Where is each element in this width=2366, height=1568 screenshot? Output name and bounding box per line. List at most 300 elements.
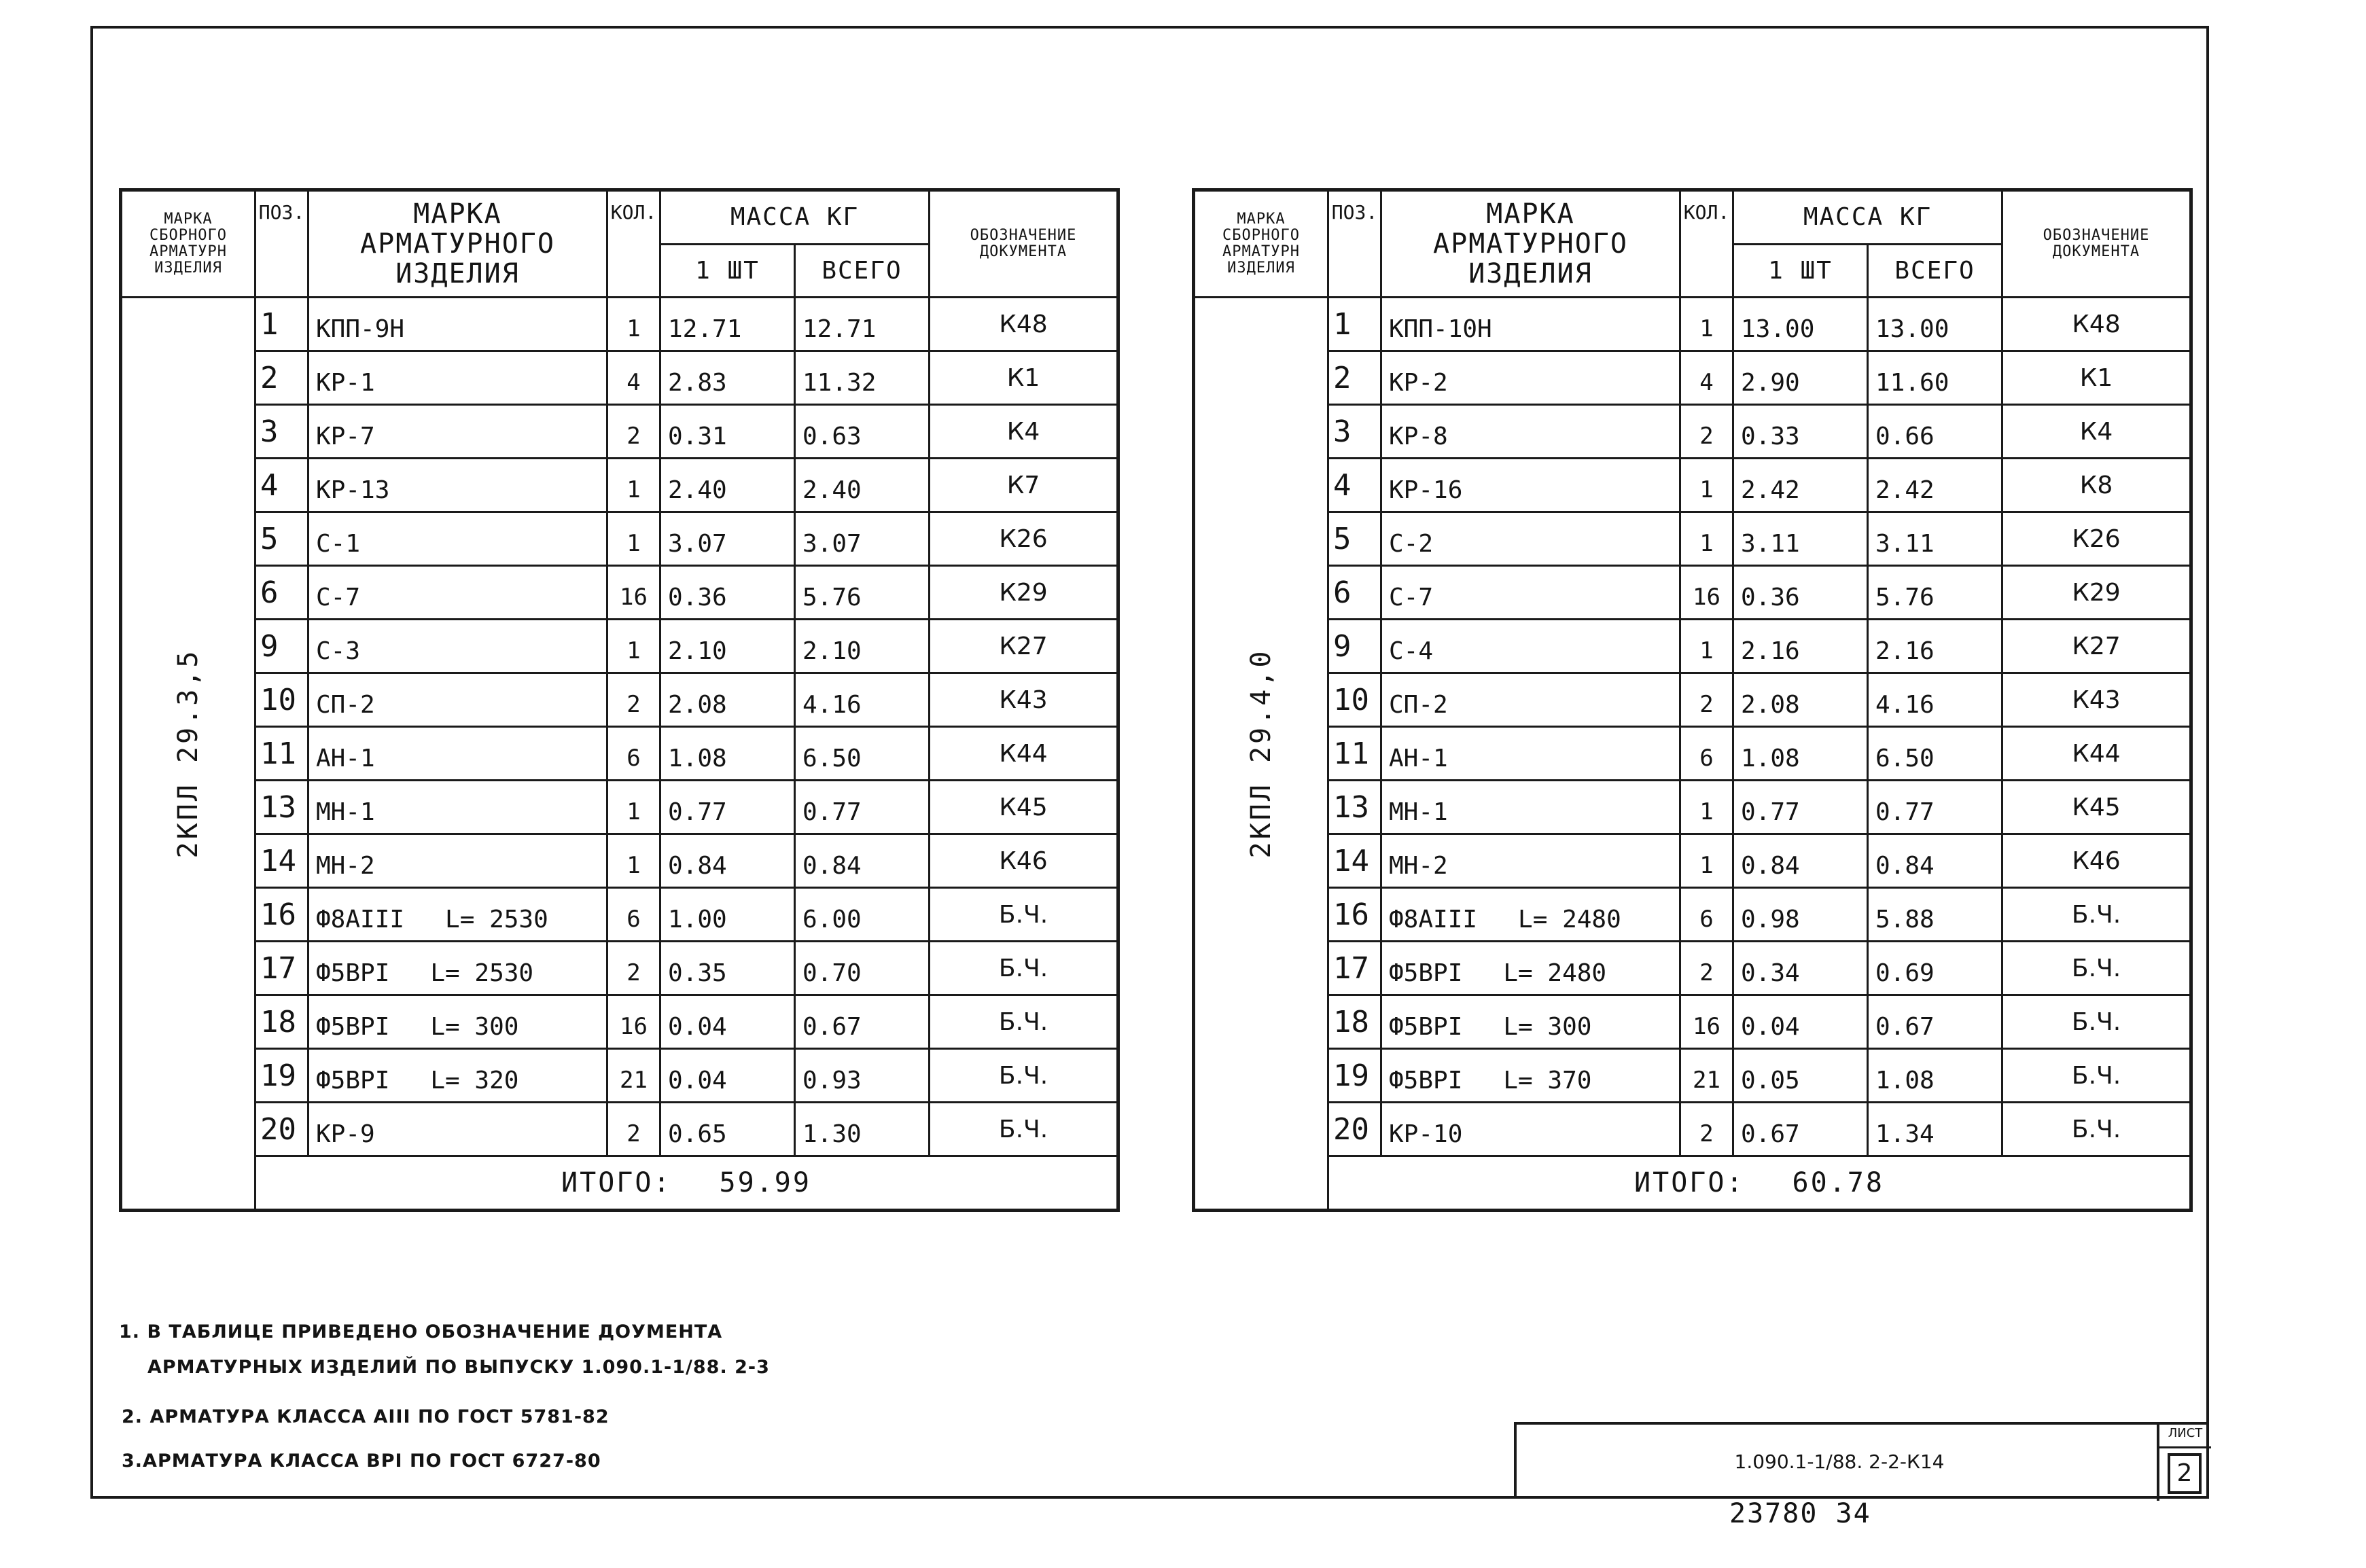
qty-cell: 1 bbox=[1680, 781, 1733, 834]
archive-number: 23780 34 bbox=[1729, 1498, 1871, 1529]
rebar-name: МН-2 bbox=[316, 851, 375, 880]
pos-cell: 20 bbox=[1328, 1103, 1381, 1156]
mass-one-cell: 0.04 bbox=[660, 995, 795, 1049]
rebar-name: Ф5ВРI bbox=[316, 1012, 390, 1041]
qty-cell: 1 bbox=[607, 298, 660, 351]
document-code: 1.090.1-1/88. 2-2-К14 bbox=[1734, 1450, 1945, 1473]
doc-cell: К43 bbox=[2002, 673, 2191, 727]
pos-cell: 4 bbox=[1328, 459, 1381, 512]
rebar-name: КР-7 bbox=[316, 422, 375, 450]
table-row bbox=[121, 995, 1118, 1049]
name-cell bbox=[1381, 459, 1680, 512]
total-label: ИТОГО: bbox=[561, 1167, 672, 1198]
mass-one-cell: 0.36 bbox=[1733, 566, 1868, 620]
mass-total-cell: 0.77 bbox=[1868, 781, 2002, 834]
table-row bbox=[121, 459, 1118, 512]
qty-cell: 6 bbox=[1680, 888, 1733, 942]
assembly-mark-cell bbox=[1194, 298, 1328, 1211]
pos-cell: 19 bbox=[1328, 1049, 1381, 1103]
note-1-continued: АРМАТУРНЫХ ИЗДЕЛИЙ ПО ВЫПУСКУ 1.090.1-1/88. 2-3 bbox=[147, 1357, 770, 1378]
mass-one-cell: 2.08 bbox=[660, 673, 795, 727]
doc-cell: К8 bbox=[2002, 459, 2191, 512]
name-cell bbox=[1381, 781, 1680, 834]
table-row bbox=[1194, 781, 2191, 834]
doc-cell: Б.Ч. bbox=[2002, 1049, 2191, 1103]
pos-cell: 3 bbox=[255, 405, 308, 459]
qty-cell: 6 bbox=[1680, 727, 1733, 781]
spec-table-left bbox=[119, 188, 1120, 1212]
rebar-name: С-7 bbox=[1389, 583, 1434, 611]
mass-one-cell: 0.77 bbox=[1733, 781, 1868, 834]
mass-one-cell: 0.33 bbox=[1733, 405, 1868, 459]
qty-cell: 21 bbox=[1680, 1049, 1733, 1103]
mass-total-cell: 6.50 bbox=[795, 727, 930, 781]
rebar-length: L= 2530 bbox=[430, 959, 534, 987]
doc-cell: К29 bbox=[930, 566, 1118, 620]
header-mass-one: 1 ШТ bbox=[1733, 245, 1868, 298]
mass-total-cell: 1.30 bbox=[795, 1103, 930, 1156]
pos-cell: 17 bbox=[1328, 942, 1381, 995]
doc-cell: Б.Ч. bbox=[930, 1049, 1118, 1103]
qty-cell: 2 bbox=[607, 405, 660, 459]
mass-one-cell: 0.77 bbox=[660, 781, 795, 834]
mass-one-cell: 0.84 bbox=[1733, 834, 1868, 888]
note-1: 1. В ТАБЛИЦЕ ПРИВЕДЕНО ОБОЗНАЧЕНИЕ ДОУМЕНТА bbox=[119, 1321, 723, 1342]
mass-one-cell: 0.84 bbox=[660, 834, 795, 888]
pos-cell: 16 bbox=[1328, 888, 1381, 942]
mass-total-cell: 1.08 bbox=[1868, 1049, 2002, 1103]
table-row bbox=[121, 512, 1118, 566]
mass-total-cell: 11.32 bbox=[795, 351, 930, 405]
mass-total-cell: 0.93 bbox=[795, 1049, 930, 1103]
total-row bbox=[121, 1156, 1118, 1211]
header-rebar-mark: МАРКА АРМАТУРНОГО ИЗДЕЛИЯ bbox=[1381, 190, 1680, 298]
mass-total-cell: 0.63 bbox=[795, 405, 930, 459]
pos-cell: 6 bbox=[1328, 566, 1381, 620]
table-row bbox=[1194, 566, 2191, 620]
doc-cell: К44 bbox=[2002, 727, 2191, 781]
rebar-name: С-4 bbox=[1389, 637, 1434, 665]
table-row bbox=[1194, 1049, 2191, 1103]
name-cell bbox=[308, 727, 607, 781]
mass-total-cell: 0.69 bbox=[1868, 942, 2002, 995]
qty-cell: 2 bbox=[607, 673, 660, 727]
rebar-name: КПП-10Н bbox=[1389, 315, 1492, 343]
mass-total-cell: 1.34 bbox=[1868, 1103, 2002, 1156]
mass-one-cell: 3.07 bbox=[660, 512, 795, 566]
name-cell bbox=[308, 512, 607, 566]
doc-cell: К48 bbox=[2002, 298, 2191, 351]
doc-cell: К46 bbox=[2002, 834, 2191, 888]
qty-cell: 1 bbox=[1680, 512, 1733, 566]
header-assembly-mark: МАРКА СБОРНОГО АРМАТУРН ИЗДЕЛИЯ bbox=[121, 190, 255, 298]
qty-cell: 1 bbox=[1680, 298, 1733, 351]
doc-cell: К45 bbox=[930, 781, 1118, 834]
name-cell bbox=[1381, 620, 1680, 673]
qty-cell: 2 bbox=[1680, 405, 1733, 459]
mass-total-cell: 2.10 bbox=[795, 620, 930, 673]
total-row bbox=[1194, 1156, 2191, 1211]
doc-cell: К48 bbox=[930, 298, 1118, 351]
mass-total-cell: 4.16 bbox=[1868, 673, 2002, 727]
name-cell bbox=[1381, 888, 1680, 942]
pos-cell: 9 bbox=[1328, 620, 1381, 673]
total-value: 60.78 bbox=[1792, 1167, 1884, 1198]
header-assembly-mark: МАРКА СБОРНОГО АРМАТУРН ИЗДЕЛИЯ bbox=[1194, 190, 1328, 298]
rebar-name: КПП-9Н bbox=[316, 315, 405, 343]
rebar-name: АН-1 bbox=[316, 744, 375, 772]
name-cell bbox=[1381, 834, 1680, 888]
doc-cell: К26 bbox=[2002, 512, 2191, 566]
header-pos: ПОЗ. bbox=[255, 190, 308, 298]
pos-cell: 14 bbox=[1328, 834, 1381, 888]
table-row bbox=[1194, 298, 2191, 351]
mass-one-cell: 2.90 bbox=[1733, 351, 1868, 405]
name-cell bbox=[1381, 995, 1680, 1049]
mass-total-cell: 0.67 bbox=[1868, 995, 2002, 1049]
mass-one-cell: 0.67 bbox=[1733, 1103, 1868, 1156]
header-doc: ОБОЗНАЧЕНИЕ ДОКУМЕНТА bbox=[930, 190, 1118, 298]
rebar-name: МН-1 bbox=[316, 798, 375, 826]
table-row bbox=[121, 834, 1118, 888]
table-row bbox=[121, 351, 1118, 405]
mass-one-cell: 13.00 bbox=[1733, 298, 1868, 351]
table-row bbox=[121, 673, 1118, 727]
table-row bbox=[1194, 1103, 2191, 1156]
mass-total-cell: 12.71 bbox=[795, 298, 930, 351]
mass-total-cell: 4.16 bbox=[795, 673, 930, 727]
doc-cell: К44 bbox=[930, 727, 1118, 781]
mass-total-cell: 13.00 bbox=[1868, 298, 2002, 351]
pos-cell: 3 bbox=[1328, 405, 1381, 459]
mass-one-cell: 0.98 bbox=[1733, 888, 1868, 942]
doc-cell: Б.Ч. bbox=[930, 888, 1118, 942]
table-row bbox=[1194, 727, 2191, 781]
sheet-number: 2 bbox=[2168, 1453, 2202, 1494]
doc-cell: Б.Ч. bbox=[2002, 888, 2191, 942]
qty-cell: 16 bbox=[607, 995, 660, 1049]
mass-total-cell: 5.88 bbox=[1868, 888, 2002, 942]
assembly-mark-cell bbox=[121, 298, 255, 1211]
pos-cell: 1 bbox=[255, 298, 308, 351]
doc-cell: Б.Ч. bbox=[930, 1103, 1118, 1156]
mass-total-cell: 3.11 bbox=[1868, 512, 2002, 566]
pos-cell: 2 bbox=[1328, 351, 1381, 405]
name-cell bbox=[1381, 298, 1680, 351]
rebar-name: МН-2 bbox=[1389, 851, 1448, 880]
mass-total-cell: 5.76 bbox=[1868, 566, 2002, 620]
rebar-length: L= 320 bbox=[430, 1066, 519, 1094]
table-row bbox=[121, 405, 1118, 459]
mass-one-cell: 0.35 bbox=[660, 942, 795, 995]
name-cell bbox=[1381, 673, 1680, 727]
name-cell bbox=[308, 942, 607, 995]
name-cell bbox=[1381, 727, 1680, 781]
name-cell bbox=[1381, 1103, 1680, 1156]
mass-total-cell: 5.76 bbox=[795, 566, 930, 620]
table-row bbox=[1194, 620, 2191, 673]
sheet-label: ЛИСТ bbox=[2159, 1426, 2211, 1448]
total-cell bbox=[255, 1156, 1118, 1211]
name-cell bbox=[308, 781, 607, 834]
rebar-length: L= 370 bbox=[1503, 1066, 1592, 1094]
name-cell bbox=[308, 995, 607, 1049]
table-row bbox=[121, 942, 1118, 995]
pos-cell: 13 bbox=[255, 781, 308, 834]
header-qty: КОЛ. bbox=[607, 190, 660, 298]
pos-cell: 2 bbox=[255, 351, 308, 405]
pos-cell: 18 bbox=[255, 995, 308, 1049]
mass-one-cell: 0.34 bbox=[1733, 942, 1868, 995]
header-mass: МАССА КГ bbox=[660, 190, 930, 245]
mass-total-cell: 0.84 bbox=[1868, 834, 2002, 888]
rebar-length: L= 2480 bbox=[1503, 959, 1607, 987]
table-row bbox=[121, 1103, 1118, 1156]
doc-cell: К1 bbox=[2002, 351, 2191, 405]
rebar-length: L= 300 bbox=[430, 1012, 519, 1041]
name-cell bbox=[1381, 351, 1680, 405]
spec-table-right bbox=[1192, 188, 2193, 1212]
doc-cell: Б.Ч. bbox=[930, 942, 1118, 995]
total-value: 59.99 bbox=[719, 1167, 811, 1198]
rebar-name: С-7 bbox=[316, 583, 361, 611]
pos-cell: 17 bbox=[255, 942, 308, 995]
sheet-box bbox=[2157, 1425, 2211, 1501]
pos-cell: 14 bbox=[255, 834, 308, 888]
mass-one-cell: 0.04 bbox=[660, 1049, 795, 1103]
mass-total-cell: 2.16 bbox=[1868, 620, 2002, 673]
doc-cell: К1 bbox=[930, 351, 1118, 405]
rebar-name: С-3 bbox=[316, 637, 361, 665]
mass-one-cell: 2.42 bbox=[1733, 459, 1868, 512]
pos-cell: 18 bbox=[1328, 995, 1381, 1049]
table-row bbox=[1194, 512, 2191, 566]
qty-cell: 1 bbox=[607, 620, 660, 673]
mass-total-cell: 0.70 bbox=[795, 942, 930, 995]
name-cell bbox=[308, 1103, 607, 1156]
qty-cell: 16 bbox=[607, 566, 660, 620]
table-row bbox=[1194, 405, 2191, 459]
pos-cell: 11 bbox=[1328, 727, 1381, 781]
table-row bbox=[121, 298, 1118, 351]
name-cell bbox=[308, 1049, 607, 1103]
mass-total-cell: 11.60 bbox=[1868, 351, 2002, 405]
name-cell bbox=[308, 351, 607, 405]
qty-cell: 1 bbox=[607, 781, 660, 834]
qty-cell: 2 bbox=[1680, 942, 1733, 995]
rebar-length: L= 2480 bbox=[1518, 905, 1621, 933]
doc-cell: К46 bbox=[930, 834, 1118, 888]
doc-cell: К4 bbox=[930, 405, 1118, 459]
mass-one-cell: 2.83 bbox=[660, 351, 795, 405]
assembly-mark: 2КПЛ 29.3,5 bbox=[173, 648, 204, 859]
mass-total-cell: 3.07 bbox=[795, 512, 930, 566]
pos-cell: 13 bbox=[1328, 781, 1381, 834]
pos-cell: 10 bbox=[255, 673, 308, 727]
pos-cell: 20 bbox=[255, 1103, 308, 1156]
doc-cell: К29 bbox=[2002, 566, 2191, 620]
table-row bbox=[1194, 942, 2191, 995]
doc-cell: К43 bbox=[930, 673, 1118, 727]
rebar-name: КР-8 bbox=[1389, 422, 1448, 450]
mass-one-cell: 0.04 bbox=[1733, 995, 1868, 1049]
qty-cell: 16 bbox=[1680, 995, 1733, 1049]
qty-cell: 6 bbox=[607, 888, 660, 942]
assembly-mark: 2КПЛ 29.4,0 bbox=[1246, 648, 1277, 859]
mass-one-cell: 12.71 bbox=[660, 298, 795, 351]
mass-one-cell: 3.11 bbox=[1733, 512, 1868, 566]
rebar-name: С-1 bbox=[316, 529, 361, 558]
table-row bbox=[1194, 673, 2191, 727]
header-mass-total: ВСЕГО bbox=[1868, 245, 2002, 298]
name-cell bbox=[308, 888, 607, 942]
name-cell bbox=[308, 566, 607, 620]
pos-cell: 4 bbox=[255, 459, 308, 512]
rebar-length: L= 300 bbox=[1503, 1012, 1592, 1041]
rebar-name: Ф8АIII bbox=[1389, 905, 1478, 933]
rebar-name: МН-1 bbox=[1389, 798, 1448, 826]
header-pos: ПОЗ. bbox=[1328, 190, 1381, 298]
mass-total-cell: 0.67 bbox=[795, 995, 930, 1049]
mass-one-cell: 2.10 bbox=[660, 620, 795, 673]
pos-cell: 10 bbox=[1328, 673, 1381, 727]
qty-cell: 4 bbox=[607, 351, 660, 405]
qty-cell: 2 bbox=[607, 942, 660, 995]
mass-one-cell: 1.00 bbox=[660, 888, 795, 942]
pos-cell: 19 bbox=[255, 1049, 308, 1103]
mass-one-cell: 1.08 bbox=[660, 727, 795, 781]
doc-cell: К26 bbox=[930, 512, 1118, 566]
doc-cell: Б.Ч. bbox=[2002, 995, 2191, 1049]
pos-cell: 11 bbox=[255, 727, 308, 781]
table-row bbox=[1194, 995, 2191, 1049]
total-cell bbox=[1328, 1156, 2191, 1211]
qty-cell: 1 bbox=[607, 834, 660, 888]
name-cell bbox=[1381, 1049, 1680, 1103]
rebar-name: Ф5ВРI bbox=[316, 1066, 390, 1094]
doc-cell: Б.Ч. bbox=[2002, 1103, 2191, 1156]
title-block bbox=[1514, 1422, 2208, 1498]
name-cell bbox=[308, 834, 607, 888]
name-cell bbox=[308, 620, 607, 673]
mass-one-cell: 2.40 bbox=[660, 459, 795, 512]
name-cell bbox=[308, 459, 607, 512]
rebar-name: КР-9 bbox=[316, 1120, 375, 1148]
doc-cell: Б.Ч. bbox=[930, 995, 1118, 1049]
mass-total-cell: 0.66 bbox=[1868, 405, 2002, 459]
table-row bbox=[121, 888, 1118, 942]
qty-cell: 1 bbox=[607, 459, 660, 512]
qty-cell: 16 bbox=[1680, 566, 1733, 620]
mass-one-cell: 2.08 bbox=[1733, 673, 1868, 727]
header-qty: КОЛ. bbox=[1680, 190, 1733, 298]
qty-cell: 1 bbox=[1680, 834, 1733, 888]
rebar-name: Ф5ВРI bbox=[1389, 1066, 1463, 1094]
header-mass-total: ВСЕГО bbox=[795, 245, 930, 298]
rebar-name: СП-2 bbox=[1389, 690, 1448, 719]
rebar-name: СП-2 bbox=[316, 690, 375, 719]
name-cell bbox=[1381, 512, 1680, 566]
header-doc: ОБОЗНАЧЕНИЕ ДОКУМЕНТА bbox=[2002, 190, 2191, 298]
table-row bbox=[1194, 351, 2191, 405]
table-row bbox=[121, 566, 1118, 620]
mass-total-cell: 0.77 bbox=[795, 781, 930, 834]
table-row bbox=[121, 727, 1118, 781]
mass-one-cell: 0.05 bbox=[1733, 1049, 1868, 1103]
qty-cell: 1 bbox=[1680, 459, 1733, 512]
name-cell bbox=[1381, 405, 1680, 459]
pos-cell: 1 bbox=[1328, 298, 1381, 351]
name-cell bbox=[308, 673, 607, 727]
mass-total-cell: 2.42 bbox=[1868, 459, 2002, 512]
mass-total-cell: 6.00 bbox=[795, 888, 930, 942]
qty-cell: 4 bbox=[1680, 351, 1733, 405]
qty-cell: 1 bbox=[607, 512, 660, 566]
name-cell bbox=[308, 405, 607, 459]
qty-cell: 2 bbox=[1680, 673, 1733, 727]
table-row bbox=[1194, 459, 2191, 512]
table-row bbox=[1194, 834, 2191, 888]
note-3: 3.АРМАТУРА КЛАССА ВРI ПО ГОСТ 6727-80 bbox=[122, 1450, 601, 1472]
name-cell bbox=[1381, 942, 1680, 995]
rebar-name: КР-10 bbox=[1389, 1120, 1463, 1148]
rebar-name: Ф8АIII bbox=[316, 905, 405, 933]
rebar-name: КР-16 bbox=[1389, 476, 1463, 504]
qty-cell: 2 bbox=[1680, 1103, 1733, 1156]
rebar-name: КР-2 bbox=[1389, 368, 1448, 397]
table-row bbox=[121, 620, 1118, 673]
rebar-name: Ф5ВРI bbox=[1389, 959, 1463, 987]
qty-cell: 6 bbox=[607, 727, 660, 781]
rebar-length: L= 2530 bbox=[445, 905, 548, 933]
qty-cell: 1 bbox=[1680, 620, 1733, 673]
header-mass-one: 1 ШТ bbox=[660, 245, 795, 298]
mass-total-cell: 2.40 bbox=[795, 459, 930, 512]
mass-one-cell: 0.31 bbox=[660, 405, 795, 459]
header-mass: МАССА КГ bbox=[1733, 190, 2002, 245]
rebar-name: С-2 bbox=[1389, 529, 1434, 558]
mass-one-cell: 0.65 bbox=[660, 1103, 795, 1156]
name-cell bbox=[1381, 566, 1680, 620]
rebar-name: АН-1 bbox=[1389, 744, 1448, 772]
name-cell bbox=[308, 298, 607, 351]
doc-cell: К45 bbox=[2002, 781, 2191, 834]
pos-cell: 9 bbox=[255, 620, 308, 673]
mass-total-cell: 0.84 bbox=[795, 834, 930, 888]
rebar-name: Ф5ВРI bbox=[316, 959, 390, 987]
pos-cell: 5 bbox=[1328, 512, 1381, 566]
mass-one-cell: 2.16 bbox=[1733, 620, 1868, 673]
rebar-name: КР-13 bbox=[316, 476, 390, 504]
doc-cell: К7 bbox=[930, 459, 1118, 512]
doc-cell: К27 bbox=[930, 620, 1118, 673]
pos-cell: 6 bbox=[255, 566, 308, 620]
mass-total-cell: 6.50 bbox=[1868, 727, 2002, 781]
doc-cell: К4 bbox=[2002, 405, 2191, 459]
table-row bbox=[121, 781, 1118, 834]
doc-cell: К27 bbox=[2002, 620, 2191, 673]
doc-cell: Б.Ч. bbox=[2002, 942, 2191, 995]
header-rebar-mark: МАРКА АРМАТУРНОГО ИЗДЕЛИЯ bbox=[308, 190, 607, 298]
mass-one-cell: 1.08 bbox=[1733, 727, 1868, 781]
table-row bbox=[1194, 888, 2191, 942]
rebar-name: Ф5ВРI bbox=[1389, 1012, 1463, 1041]
pos-cell: 5 bbox=[255, 512, 308, 566]
mass-one-cell: 0.36 bbox=[660, 566, 795, 620]
qty-cell: 21 bbox=[607, 1049, 660, 1103]
pos-cell: 16 bbox=[255, 888, 308, 942]
note-2: 2. АРМАТУРА КЛАССА АIII ПО ГОСТ 5781-82 bbox=[122, 1406, 610, 1427]
